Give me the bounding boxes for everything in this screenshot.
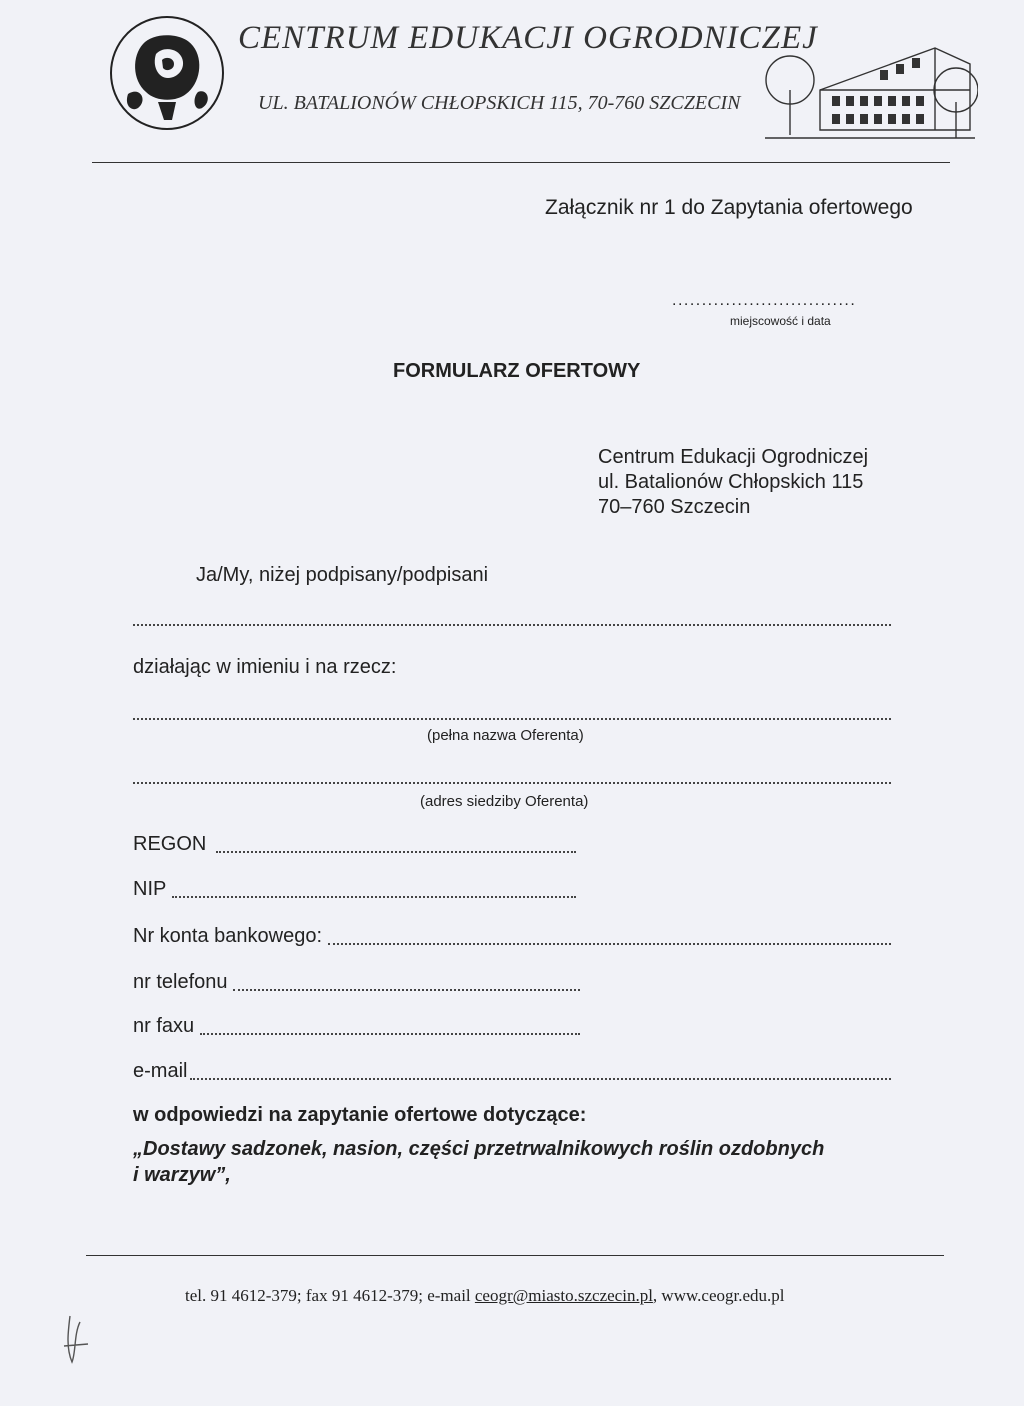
school-name: CENTRUM EDUKACJI OGRODNICZEJ bbox=[238, 20, 818, 56]
email-label: e-mail bbox=[133, 1060, 188, 1082]
building-illustration bbox=[760, 30, 978, 148]
email-fill-line[interactable] bbox=[190, 1078, 891, 1080]
place-date-dots: ............................... bbox=[672, 292, 857, 309]
footer-divider bbox=[86, 1255, 944, 1256]
footer-website[interactable]: , www.ceogr.edu.pl bbox=[652, 1286, 785, 1305]
header-divider bbox=[92, 162, 950, 163]
signatory-label: Ja/My, niżej podpisany/podpisani bbox=[196, 564, 489, 586]
place-date-caption: miejscowość i data bbox=[730, 314, 831, 328]
full-name-caption: (pełna nazwa Oferenta) bbox=[427, 727, 584, 744]
recipient-line-1: Centrum Edukacji Ogrodniczej bbox=[598, 446, 869, 468]
recipient-line-3: 70–760 Szczecin bbox=[598, 496, 751, 518]
form-title: FORMULARZ OFERTOWY bbox=[393, 360, 641, 382]
footer-contact-text: tel. 91 4612-379; fax 91 4612-379; e-mail bbox=[185, 1286, 475, 1305]
bank-account-label: Nr konta bankowego: bbox=[133, 925, 323, 947]
handwritten-initial bbox=[58, 1312, 114, 1368]
nip-label: NIP bbox=[133, 878, 167, 900]
nip-fill-line[interactable] bbox=[172, 896, 576, 898]
footer-email-link[interactable]: ceogr@miasto.szczecin.pl bbox=[474, 1286, 653, 1305]
subject-line-1: „Dostawy sadzonek, nasion, części przetrwalnikowych roślin ozdobnych bbox=[133, 1138, 825, 1160]
fax-label: nr faxu bbox=[133, 1015, 195, 1037]
rose-logo bbox=[108, 14, 226, 132]
phone-label: nr telefonu bbox=[133, 971, 228, 993]
regon-label: REGON bbox=[133, 833, 207, 855]
attachment-label: Załącznik nr 1 do Zapytania ofertowego bbox=[545, 196, 913, 219]
footer-contact bbox=[185, 1286, 784, 1306]
reply-label: w odpowiedzi na zapytanie ofertowe dotyczące: bbox=[133, 1104, 587, 1126]
acting-label: działając w imieniu i na rzecz: bbox=[133, 656, 397, 678]
full-name-fill-line[interactable] bbox=[133, 718, 891, 720]
regon-fill-line[interactable] bbox=[216, 851, 576, 853]
school-address: UL. BATALIONÓW CHŁOPSKICH 115, 70-760 SZCZECIN bbox=[258, 92, 741, 114]
address-fill-line[interactable] bbox=[133, 782, 891, 784]
phone-fill-line[interactable] bbox=[233, 989, 580, 991]
address-caption: (adres siedziby Oferenta) bbox=[420, 793, 589, 810]
recipient-line-2: ul. Batalionów Chłopskich 115 bbox=[598, 471, 864, 493]
fax-fill-line[interactable] bbox=[200, 1033, 580, 1035]
recipient-address bbox=[598, 445, 868, 520]
bank-account-fill-line[interactable] bbox=[328, 943, 891, 945]
signatory-fill-line[interactable] bbox=[133, 624, 891, 626]
subject-line-2: i warzyw”, bbox=[133, 1164, 231, 1186]
